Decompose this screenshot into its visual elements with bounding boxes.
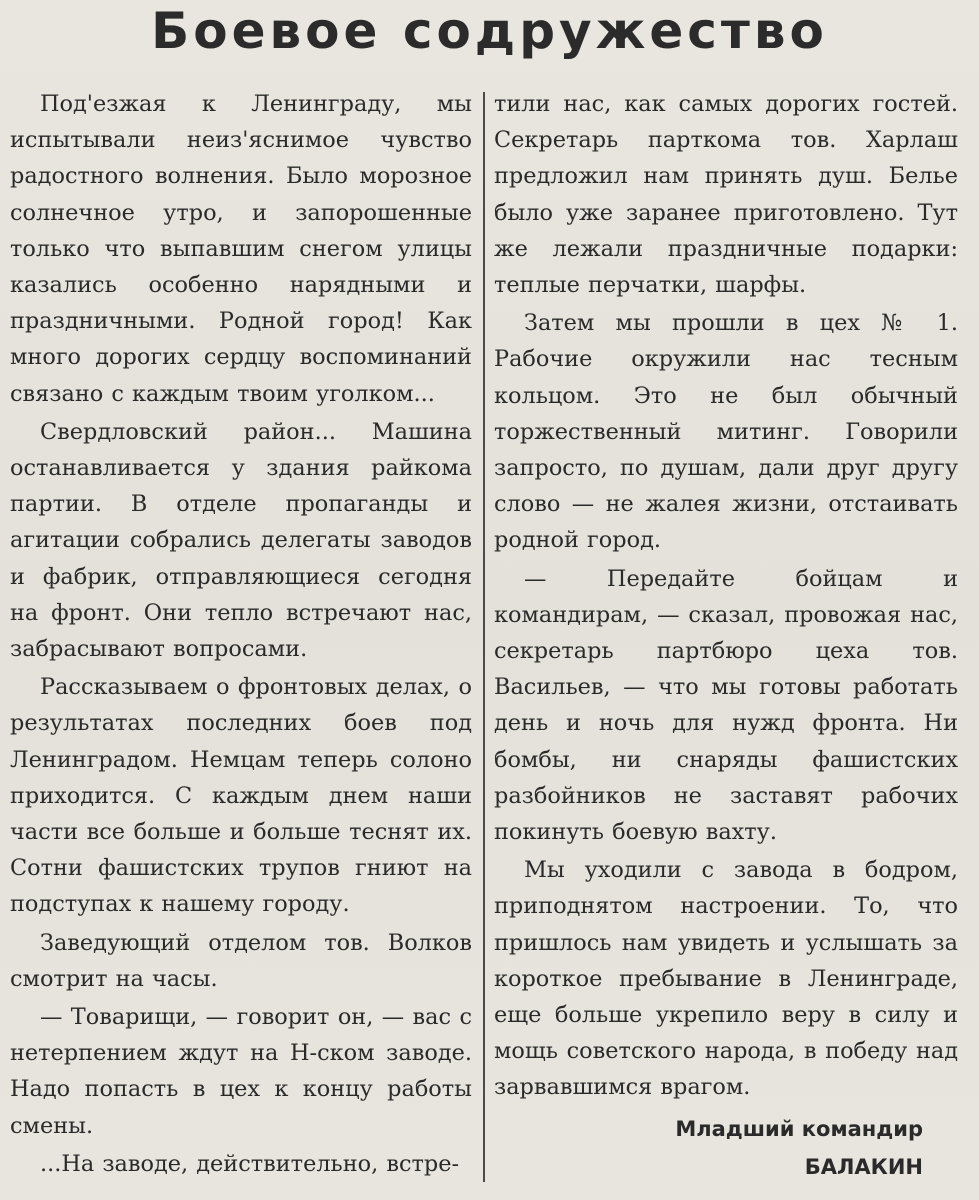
signature bbox=[675, 1110, 923, 1186]
paragraph: — Товарищи, — говорит он, — вас с нетерпением ждут на Н-ском заводе. Надо попасть в цех к концу работы смены. bbox=[10, 1004, 472, 1139]
paragraph: — Передайте бойцам и командирам, — сказал, провожая нас, секретарь партбюро цеха тов. Васильев, — что мы готовы работать день и ночь для нужд фронта. Ни бомбы, ни снаряды фашистских разбойников не заставят рабочих покинуть боевую вахту. bbox=[494, 565, 958, 846]
column-divider bbox=[483, 92, 485, 1182]
paragraph: ...На заводе, действительно, встре- bbox=[40, 1150, 460, 1177]
paragraph: Рассказываем о фронтовых делах, о результатах последних боев под Ленинградом. Немцам теперь солоно приходится. С каждым днем наши части все больше и больше теснят их. Сотни фашистских трупов гниют на подступах к нашему городу. bbox=[10, 674, 472, 918]
signature-name: БАЛАКИН bbox=[804, 1155, 923, 1179]
paragraph: Затем мы прошли в цех № 1. Рабочие окружили нас тесным кольцом. Это не был обычный торжественный митинг. Говорили запросто, по душам, дали друг другу слово — не жалея жизни, отстаивать родной город. bbox=[494, 310, 958, 554]
paragraph: Мы уходили с завода в бодром, приподнятом настроении. То, что пришлось нам увидеть и услышать за короткое пребывание в Ленинграде, еще больше укрепило веру в силу и мощь советского народа, в победу над зарвавшимся врагом. bbox=[494, 857, 958, 1101]
paragraph: Свердловский район... Машина останавливается у здания райкома партии. В отделе пропаганды и агитации собрались делегаты заводов и фабрик, отправляющиеся сегодня на фронт. Они тепло встречают нас, забрасывают вопросами. bbox=[10, 418, 472, 663]
paragraph: тили нас, как самых дорогих гостей. Секретарь парткома тов. Харлаш предложил нам принять душ. Белье было уже заранее приготовлено. Тут же лежали праздничные подарки: теплые перчатки, шарфы. bbox=[494, 91, 958, 299]
left-column bbox=[10, 86, 472, 1184]
article-headline: Боевое содружество bbox=[151, 2, 828, 60]
right-column bbox=[494, 86, 958, 1108]
signature-rank: Младший командир bbox=[675, 1117, 923, 1141]
paragraph: Под'езжая к Ленинграду, мы испытывали неиз'яснимое чувство радостного волнения. Было морозное солнечное утро, и запорошенные только что выпавшим снегом улицы казались особенно нарядными и праздничными. Родной город! Как много дорогих сердцу воспоминаний связано с каждым твоим уголком... bbox=[10, 91, 472, 407]
paragraph: Заведующий отделом тов. Волков смотрит на часы. bbox=[10, 929, 472, 992]
